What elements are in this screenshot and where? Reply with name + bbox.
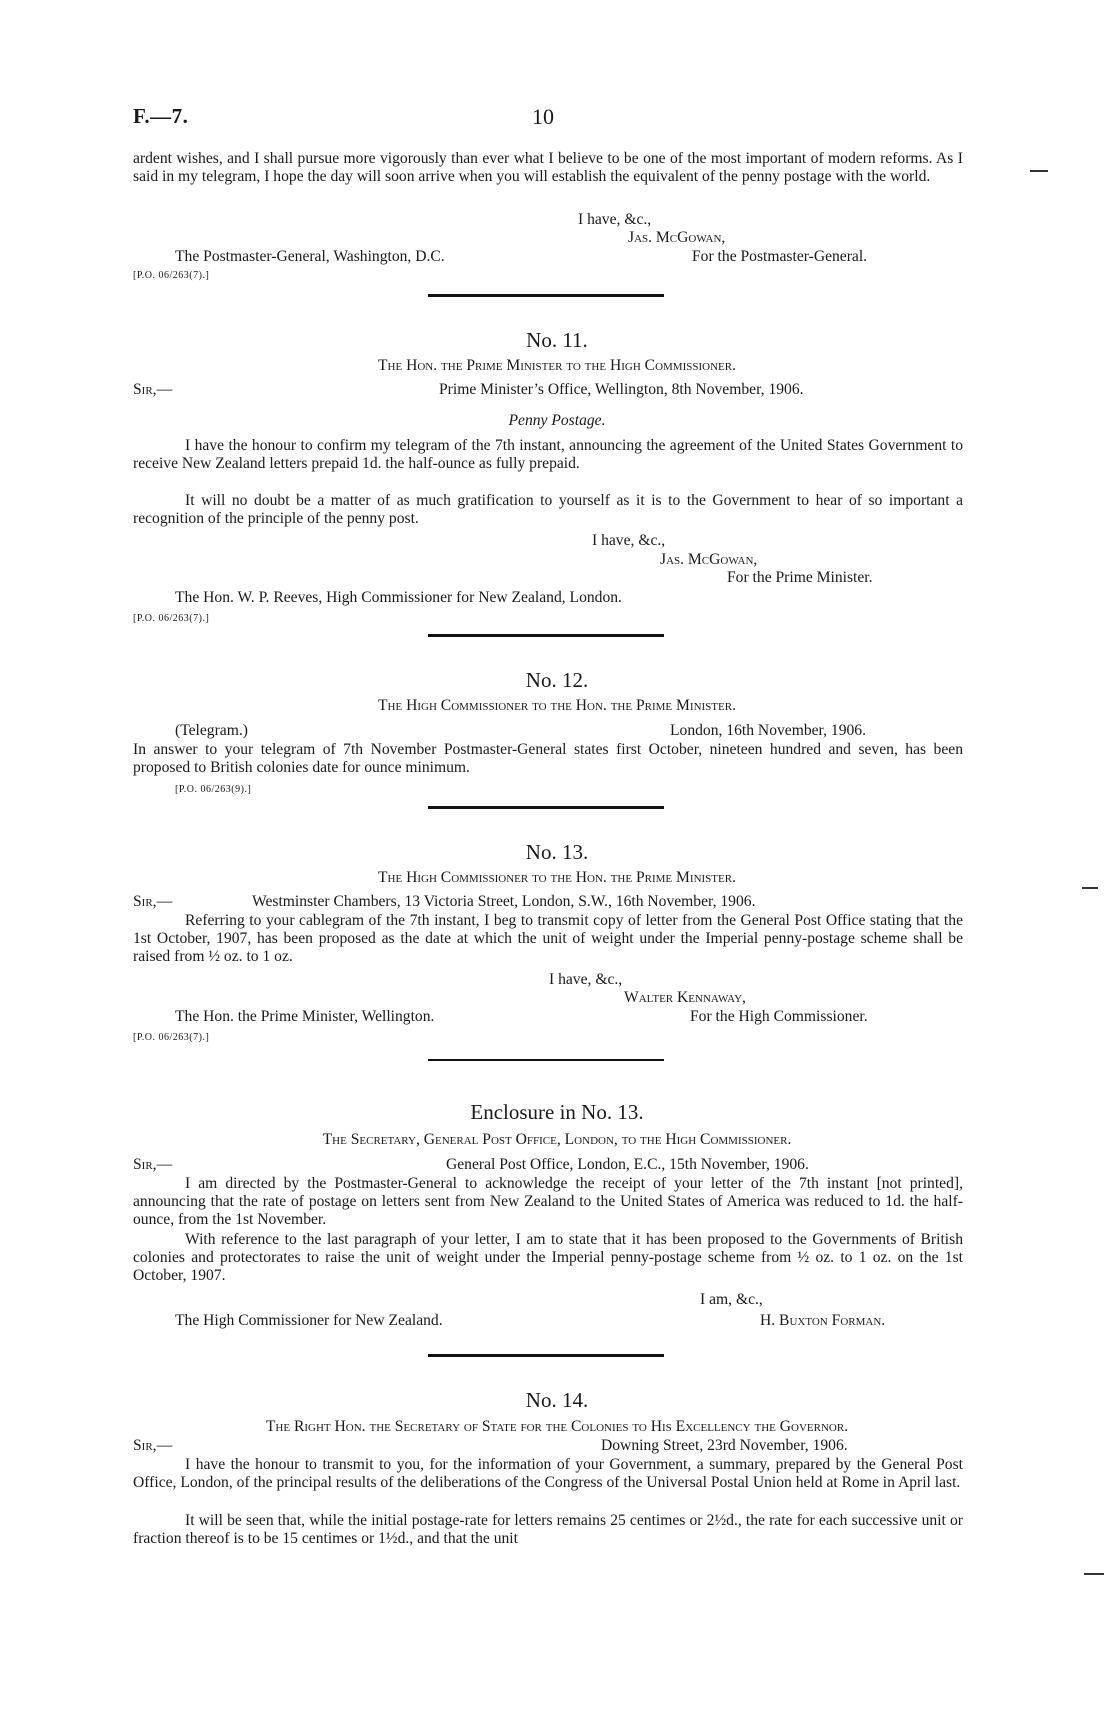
enclosure-salutation: Sir,— <box>133 1156 173 1173</box>
no13-signatory-role: For the High Commissioner. <box>690 1008 868 1025</box>
section-divider <box>428 634 664 637</box>
no11-paragraph-1: I have the honour to confirm my telegram of the 7th instant, announcing the agreement of the United States Government to receive New Zealand letters prepaid 1d. the half-ounce as fully prepaid. <box>133 437 963 473</box>
no12-reference: [P.O. 06/263(9).] <box>175 784 252 795</box>
enclosure-closing: I am, &c., <box>700 1291 763 1308</box>
enclosure-paragraph-2: With reference to the last paragraph of your letter, I am to state that it has been proposed to the Governments of British colonies and protectorates to raise the unit of weight under the Imperial penny-postage scheme from ½ oz. to 1 oz. on the 1st October, 1907. <box>133 1231 963 1285</box>
no12-from-to: The High Commissioner to the Hon. the Prime Minister. <box>378 697 736 714</box>
enclosure-signatory: H. Buxton Forman. <box>760 1312 886 1329</box>
no13-from-to: The High Commissioner to the Hon. the Prime Minister. <box>378 869 736 886</box>
no12-title: No. 12. <box>525 668 589 692</box>
section-divider <box>428 1354 664 1357</box>
no11-signatory-role: For the Prime Minister. <box>727 569 873 586</box>
no11-reference: [P.O. 06/263(7).] <box>133 613 210 624</box>
document-code: F.—7. <box>133 104 189 128</box>
section-divider <box>428 806 664 809</box>
no12-paragraph-1: In answer to your telegram of 7th November Postmaster-General states first October, nineteen hundred and seven, has been proposed to British colonies date for ounce minimum. <box>133 741 963 777</box>
no11-subject: Penny Postage. <box>508 412 606 429</box>
opening-addressee: The Postmaster-General, Washington, D.C. <box>175 248 445 265</box>
opening-closing: I have, &c., <box>578 211 652 228</box>
no13-signatory: Walter Kennaway, <box>624 989 746 1006</box>
no14-dateline: Downing Street, 23rd November, 1906. <box>601 1437 848 1454</box>
opening-signatory: Jas. McGowan, <box>628 229 726 246</box>
enclosure-addressee: The High Commissioner for New Zealand. <box>175 1312 443 1329</box>
no13-reference: [P.O. 06/263(7).] <box>133 1032 210 1043</box>
enclosure-paragraph-1: I am directed by the Postmaster-General to acknowledge the receipt of your letter of the 7th instant [not printed], announcing that the rate of postage on letters sent from New Zealand to the United States of America was reduced to 1d. the half-ounce, from the 1st November. <box>133 1175 963 1229</box>
page-number: 10 <box>532 104 554 129</box>
no13-paragraph-1: Referring to your cablegram of the 7th instant, I beg to transmit copy of letter from the General Post Office stating that the 1st October, 1907, has been proposed as the date at which the unit of weight under the Imperial penny-postage scheme shall be raised from ½ oz. to 1 oz. <box>133 912 963 966</box>
opening-paragraph: ardent wishes, and I shall pursue more vigorously than ever what I believe to be one of the most important of modern reforms. As I said in my telegram, I hope the day will soon arrive when you will establish the equivalent of the penny postage with the world. <box>133 150 963 186</box>
no11-paragraph-2: It will no doubt be a matter of as much gratification to yourself as it is to the Government to hear of so important a recognition of the principle of the penny post. <box>133 492 963 528</box>
no12-dateline: London, 16th November, 1906. <box>670 722 867 739</box>
no14-paragraph-1: I have the honour to transmit to you, for the information of your Government, a summary, prepared by the General Post Office, London, of the principal results of the deliberations of the Congress of the Universal Postal Union held at Rome in April last. <box>133 1456 963 1492</box>
enclosure-dateline: General Post Office, London, E.C., 15th November, 1906. <box>446 1156 809 1173</box>
no13-salutation: Sir,— <box>133 893 173 910</box>
no14-paragraph-2: It will be seen that, while the initial postage-rate for letters remains 25 centimes or 2½d., the rate for each successive unit or fraction thereof is to be 15 centimes or 1½d., and that the unit <box>133 1512 963 1548</box>
no11-addressee: The Hon. W. P. Reeves, High Commissioner for New Zealand, London. <box>175 589 622 606</box>
opening-reference: [P.O. 06/263(7).] <box>133 270 210 281</box>
enclosure-from-to: The Secretary, General Post Office, London, to the High Commissioner. <box>322 1131 792 1148</box>
margin-mark <box>1084 1573 1104 1575</box>
no11-closing: I have, &c., <box>592 532 666 549</box>
no14-salutation: Sir,— <box>133 1437 173 1454</box>
no11-signatory: Jas. McGowan, <box>660 551 758 568</box>
margin-mark <box>1082 887 1098 889</box>
no14-from-to: The Right Hon. the Secretary of State for the Colonies to His Excellency the Governor. <box>265 1418 849 1435</box>
enclosure-title: Enclosure in No. 13. <box>470 1100 644 1124</box>
no14-title: No. 14. <box>525 1388 589 1412</box>
no13-title: No. 13. <box>525 840 589 864</box>
no11-from-to: The Hon. the Prime Minister to the High Commissioner. <box>378 357 736 374</box>
no11-title: No. 11. <box>526 328 588 352</box>
no11-dateline: Prime Minister’s Office, Wellington, 8th November, 1906. <box>439 381 804 398</box>
no13-dateline: Westminster Chambers, 13 Victoria Street, London, S.W., 16th November, 1906. <box>252 893 756 910</box>
opening-signatory-role: For the Postmaster-General. <box>692 248 868 265</box>
no13-addressee: The Hon. the Prime Minister, Wellington. <box>175 1008 435 1025</box>
no11-salutation: Sir,— <box>133 381 173 398</box>
no12-kind: (Telegram.) <box>175 722 248 739</box>
no13-closing: I have, &c., <box>549 971 623 988</box>
margin-mark <box>1030 170 1048 172</box>
section-divider <box>428 294 664 297</box>
section-divider <box>428 1059 664 1061</box>
